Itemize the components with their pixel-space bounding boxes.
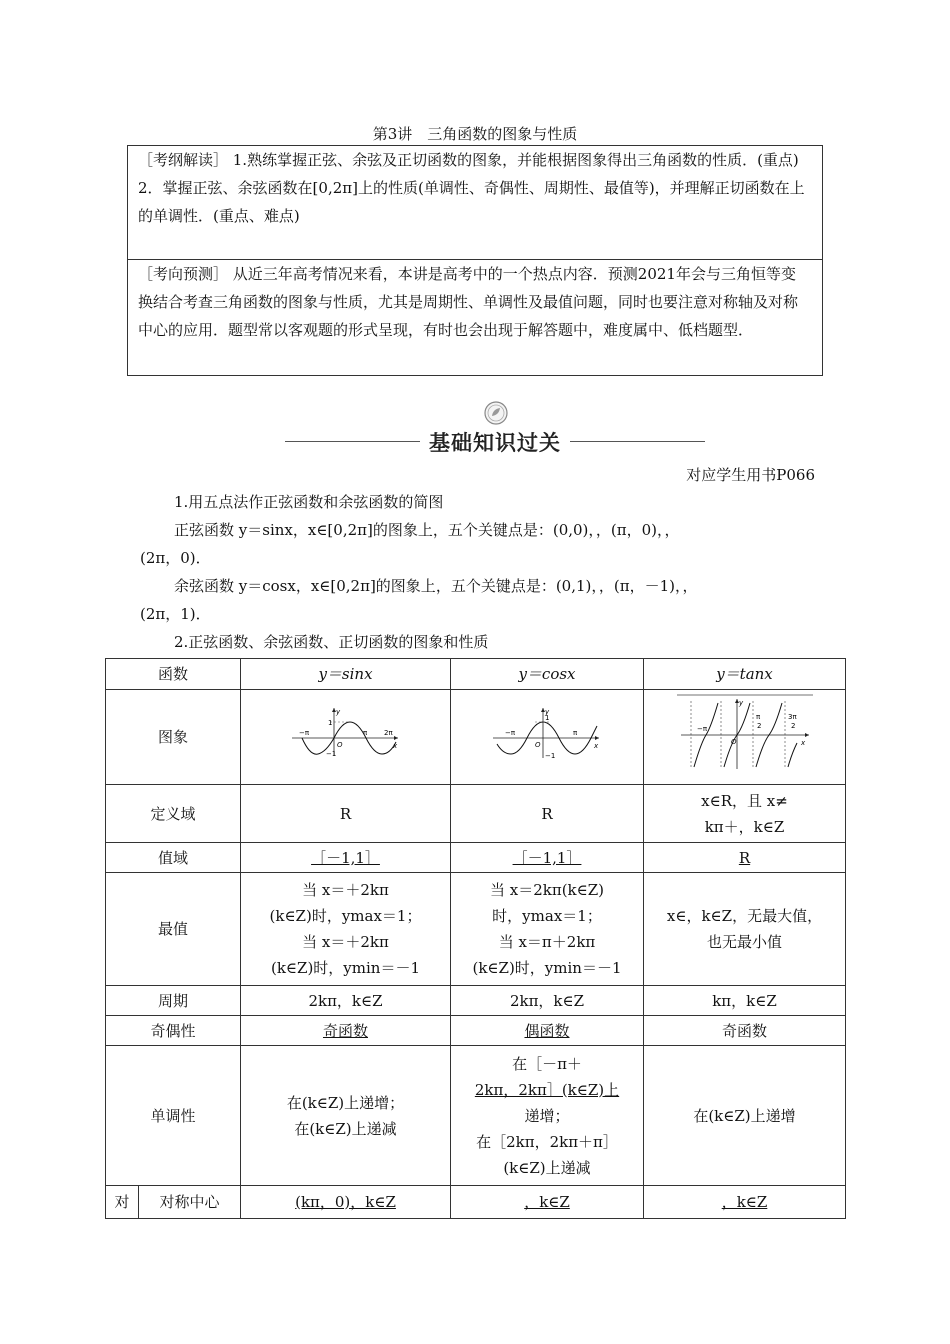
exam-prediction: ［考向预测］ 从近三年高考情况来看，本讲是高考中的一个热点内容．预测2021年会与三角恒等变换结合考查三角函数的图象与性质，尤其是周期性、单调性及最值问题，同时也要注意对称轴及对称中心的应用．题型常以客观题的形式呈现，有时也会出现于解答题中，难度属中、低档题型． — [138, 265, 799, 339]
syllabus-point-1: ［考纲解读］ 1.熟练掌握正弦、余弦及正切函数的图象，并能根据图象得出三角函数的性质．(重点) — [138, 151, 799, 169]
axis-label-x: x — [800, 739, 805, 747]
cos-monotonic-line: 在［－π＋ — [512, 1054, 582, 1073]
tick-pi: π — [362, 729, 367, 737]
tick-neg-pi: −π — [505, 729, 516, 737]
tick-2pi: 2π — [383, 729, 393, 737]
tan-extrema-line: x∈，k∈Z，无最大值， — [666, 907, 823, 925]
cos-extrema-line: 当 x＝π＋2kπ — [498, 933, 596, 951]
cos-monotonic-line: 在［2kπ，2kπ＋π］ — [476, 1132, 618, 1151]
table-row — [106, 690, 846, 785]
sin-extrema-line: (k∈Z)时，ymin＝－1 — [270, 959, 421, 977]
tan-extrema — [644, 873, 846, 986]
tick-pi-over-2-num: π — [755, 713, 760, 721]
tick-neg-pi: −π — [696, 725, 707, 733]
tan-domain-line-2: kπ＋，k∈Z — [704, 817, 785, 836]
section-heading: 基础知识过关 — [429, 431, 561, 455]
sin-period: 2kπ，k∈Z — [241, 986, 451, 1016]
cos-extrema — [451, 873, 644, 986]
syllabus-point-2: 2．掌握正弦、余弦函数在[0,2π]上的性质(单调性、奇偶性、周期性、最值等)，并理解正切函数在上的单调性．(重点、难点) — [138, 179, 805, 225]
tan-range: R — [644, 843, 846, 873]
sin-extrema-line: 当 x＝＋2kπ — [302, 881, 389, 899]
tan-extrema-line: 也无最小值 — [706, 933, 782, 951]
tick-1: 1 — [545, 714, 550, 722]
row-label-range: 值域 — [106, 843, 241, 873]
tan-domain — [644, 785, 846, 843]
origin-label: O — [535, 741, 541, 749]
axis-label-y: y — [738, 699, 743, 707]
axis-label-y: y — [335, 708, 340, 716]
sin-extrema-line: (k∈Z)时，ymax＝1； — [269, 907, 422, 925]
cos-key-points-cont: (2π，1)． — [140, 605, 211, 623]
cos-symmetry-center: ，k∈Z — [451, 1186, 644, 1219]
cos-monotonic-line: 递增； — [524, 1106, 570, 1125]
header-cos: y＝cosx — [451, 659, 644, 690]
tan-period: kπ，k∈Z — [644, 986, 846, 1016]
sin-range: ［－1,1］ — [241, 843, 451, 873]
tan-graph — [677, 693, 813, 773]
item-1-heading: 1.用五点法作正弦函数和余弦函数的简图 — [174, 493, 444, 511]
cos-extrema-line: (k∈Z)时，ymin＝－1 — [472, 959, 622, 977]
cos-extrema-line: 时，ymax＝1； — [492, 907, 602, 925]
sin-graph — [290, 706, 402, 760]
tan-parity: 奇函数 — [644, 1016, 846, 1046]
sin-key-points-cont: (2π，0)． — [140, 549, 211, 567]
cos-domain: R — [451, 785, 644, 843]
item-2-heading: 2.正弦函数、余弦函数、正切函数的图象和性质 — [174, 633, 489, 651]
sin-extrema — [241, 873, 451, 986]
banner-line-right — [570, 441, 705, 442]
sin-monotonic-line: 在(k∈Z)上递减 — [294, 1119, 397, 1138]
symmetry-center-label: 对称中心 — [159, 1193, 220, 1211]
row-label-domain: 定义域 — [106, 785, 241, 843]
cos-range: ［－1,1］ — [451, 843, 644, 873]
tick-3pi-over-2-den: 2 — [790, 722, 795, 730]
origin-label: O — [336, 741, 343, 749]
leaf-badge-icon — [483, 400, 509, 426]
row-label-extrema: 最值 — [106, 873, 241, 986]
cos-parity: 偶函数 — [451, 1016, 644, 1046]
header-tan: y＝tanx — [644, 659, 846, 690]
table-row — [106, 1016, 846, 1046]
cos-graph — [491, 706, 603, 760]
table-row — [106, 1046, 846, 1186]
tick-pi-over-2-den: 2 — [756, 722, 761, 730]
header-function: 函数 — [106, 659, 241, 690]
tick-pi: π — [573, 729, 578, 737]
row-label-parity: 奇偶性 — [106, 1016, 241, 1046]
book-reference: 对应学生用书P066 — [686, 466, 815, 484]
cos-monotonic-line: (k∈Z)上递减 — [503, 1158, 591, 1177]
sin-extrema-line: 当 x＝＋2kπ — [302, 933, 389, 951]
row-label-symmetry — [106, 1186, 241, 1219]
sin-monotonic — [241, 1046, 451, 1186]
cos-graph-cell — [451, 690, 644, 785]
tan-symmetry-center: ，k∈Z — [644, 1186, 846, 1219]
symmetry-group-label: 对 — [106, 1186, 139, 1218]
table-row — [106, 843, 846, 873]
origin-label: O — [730, 738, 737, 746]
syllabus-interpretation — [138, 146, 810, 230]
tick-1: 1 — [327, 719, 332, 727]
axis-label-x: x — [594, 742, 599, 750]
sin-parity: 奇函数 — [241, 1016, 451, 1046]
sin-symmetry-center: (kπ，0)，k∈Z — [241, 1186, 451, 1219]
tick-neg-pi: −π — [298, 729, 309, 737]
sin-key-points: 正弦函数 y＝sinx，x∈[0,2π]的图象上，五个关键点是：(0,0)，，(π，0)，， — [174, 521, 680, 539]
row-label-monotonic: 单调性 — [106, 1046, 241, 1186]
cos-monotonic-line: 2kπ，2kπ］(k∈Z)上 — [474, 1080, 620, 1099]
cos-extrema-line: 当 x＝2kπ(k∈Z) — [489, 881, 605, 899]
table-row — [106, 785, 846, 843]
tan-graph-cell — [644, 690, 846, 785]
syllabus-box — [127, 145, 823, 376]
table-row — [106, 659, 846, 690]
row-label-period: 周期 — [106, 986, 241, 1016]
sin-graph-cell — [241, 690, 451, 785]
table-row — [106, 986, 846, 1016]
sin-monotonic-line: 在(k∈Z)上递增； — [286, 1093, 405, 1112]
cos-key-points: 余弦函数 y＝cosx，x∈[0,2π]的图象上，五个关键点是：(0,1)，，(π，－1)，， — [174, 577, 698, 595]
tick-3pi-over-2-num: 3π — [787, 713, 797, 721]
axis-label-x: x — [392, 742, 397, 750]
page-title: 第3讲 三角函数的图象与性质 — [372, 125, 578, 143]
properties-table — [105, 658, 846, 1219]
cos-monotonic — [451, 1046, 644, 1186]
tick-neg-1: −1 — [545, 752, 556, 760]
row-label-graph: 图象 — [106, 690, 241, 785]
cos-period: 2kπ，k∈Z — [451, 986, 644, 1016]
tick-neg-1: −1 — [325, 750, 336, 758]
sin-domain: R — [241, 785, 451, 843]
axis-label-y: y — [545, 708, 550, 716]
header-sin: y＝sinx — [241, 659, 451, 690]
table-row — [106, 1186, 846, 1219]
section-banner — [285, 400, 705, 460]
table-row — [106, 873, 846, 986]
tan-monotonic: 在(k∈Z)上递增 — [644, 1046, 846, 1186]
tan-domain-line-1: x∈R，且 x≠ — [701, 791, 788, 810]
